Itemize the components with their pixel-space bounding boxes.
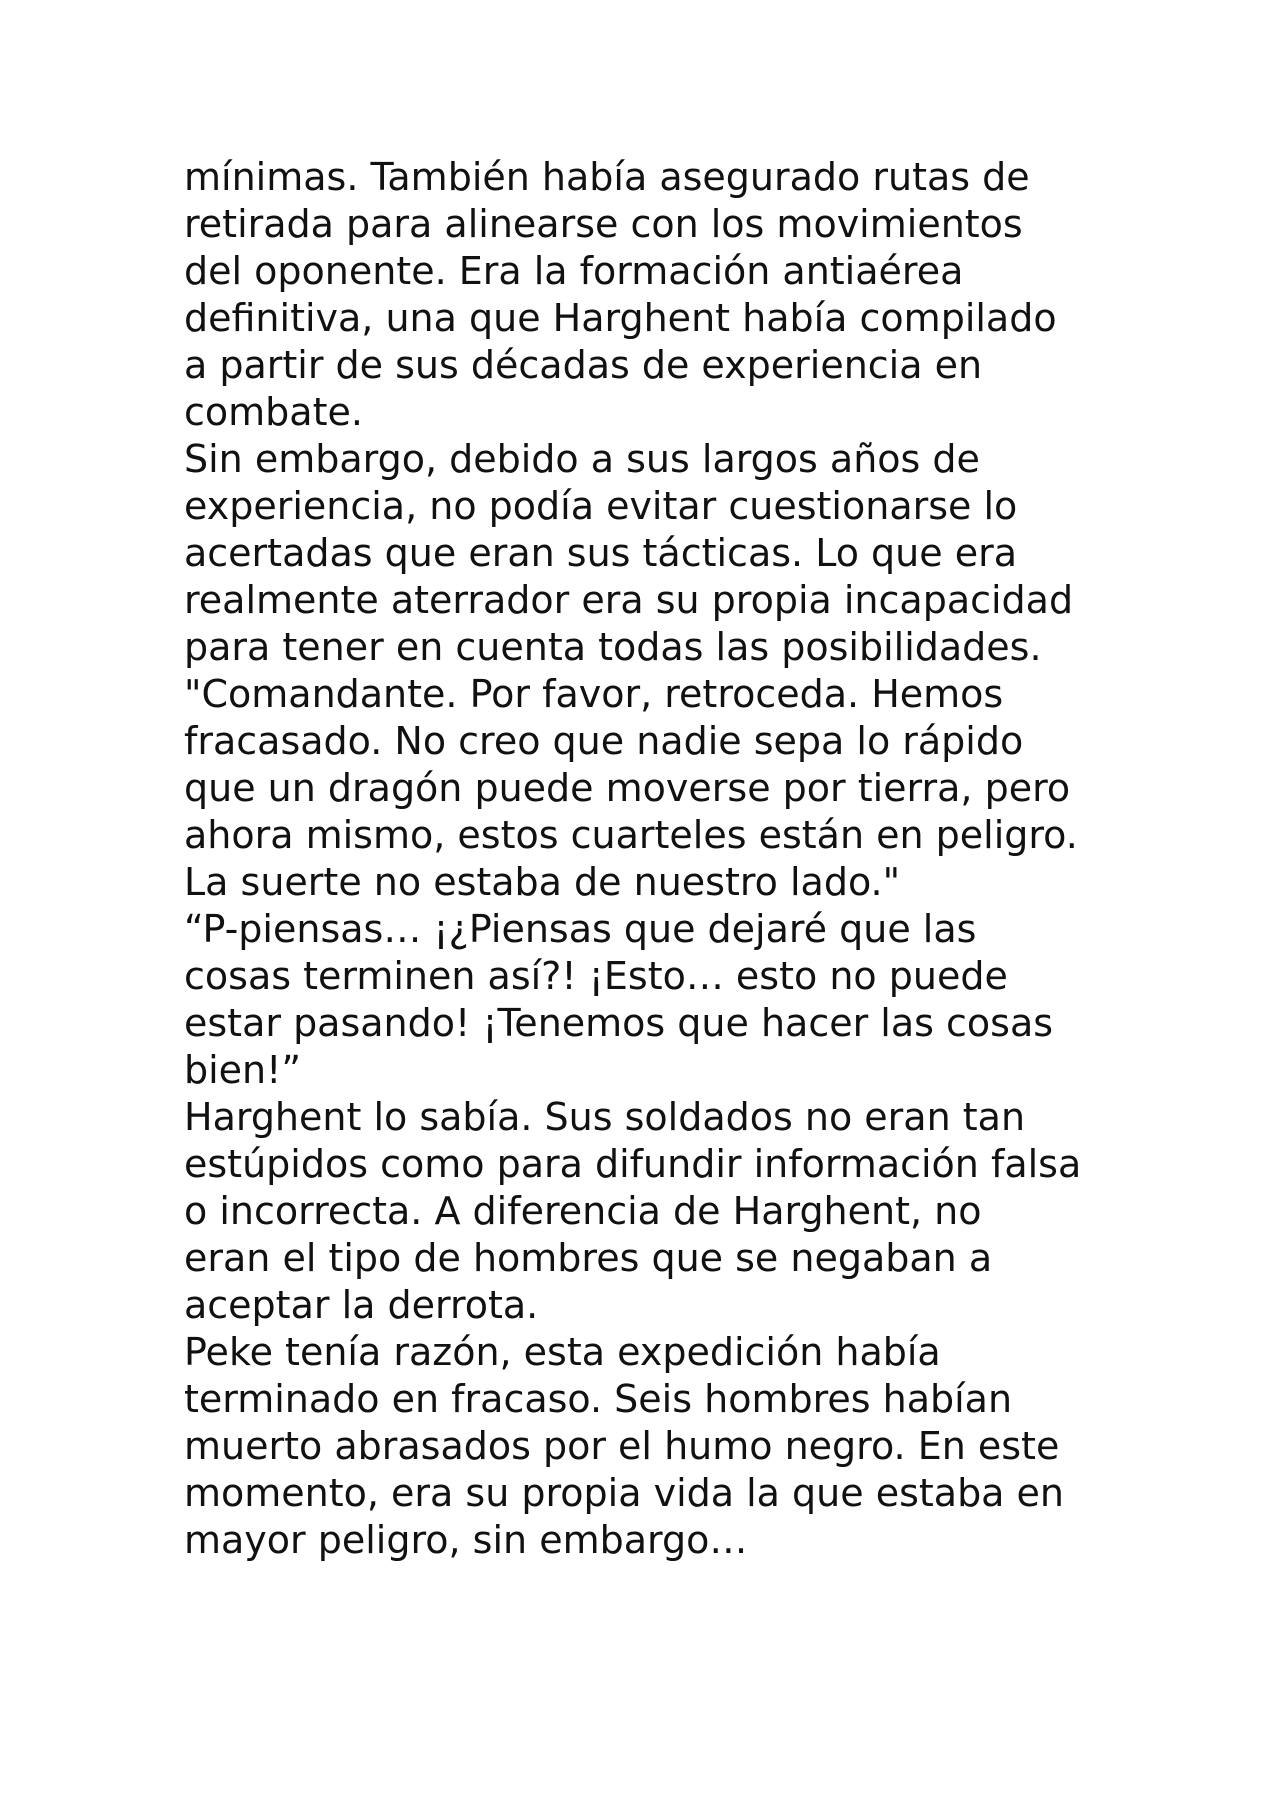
text-line: estúpidos como para difundir información falsa — [184, 1142, 1082, 1186]
text-line: estar pasando! ¡Tenemos que hacer las cosas — [184, 1001, 1054, 1045]
text-line: Sin embargo, debido a sus largos años de — [184, 437, 980, 481]
text-line: La suerte no estaba de nuestro lado." — [184, 860, 901, 904]
text-line: aceptar la derrota. — [184, 1283, 539, 1327]
text-line: a partir de sus décadas de experiencia en — [184, 343, 983, 387]
text-line: Peke tenía razón, esta expedición había — [184, 1330, 941, 1374]
text-line: muerto abrasados por el humo negro. En este — [184, 1424, 1060, 1468]
text-line: o incorrecta. A diferencia de Harghent, no — [184, 1189, 982, 1233]
text-line: del oponente. Era la formación antiaérea — [184, 249, 964, 293]
text-line: retirada para alinearse con los movimientos — [184, 202, 1023, 246]
text-line: fracasado. No creo que nadie sepa lo rápido — [184, 719, 1024, 763]
body-text — [184, 154, 1124, 1564]
text-line: momento, era su propia vida la que estaba en — [184, 1471, 1065, 1515]
text-line: mayor peligro, sin embargo… — [184, 1518, 748, 1562]
text-line: combate. — [184, 390, 363, 434]
text-line: "Comandante. Por favor, retroceda. Hemos — [184, 672, 1004, 716]
text-line: “P-piensas… ¡¿Piensas que dejaré que las — [184, 907, 977, 951]
text-line: bien!” — [184, 1048, 302, 1092]
text-line: que un dragón puede moverse por tierra, pero — [184, 766, 1071, 810]
text-line: ahora mismo, estos cuarteles están en peligro. — [184, 813, 1078, 857]
text-line: realmente aterrador era su propia incapacidad — [184, 578, 1074, 622]
text-line: eran el tipo de hombres que se negaban a — [184, 1236, 993, 1280]
text-line: mínimas. También había asegurado rutas de — [184, 155, 1030, 199]
text-line: terminado en fracaso. Seis hombres habían — [184, 1377, 1013, 1421]
text-line: experiencia, no podía evitar cuestionarse lo — [184, 484, 1018, 528]
text-line: cosas terminen así?! ¡Esto… esto no puede — [184, 954, 1008, 998]
text-line: Harghent lo sabía. Sus soldados no eran tan — [184, 1095, 1026, 1139]
text-line: definitiva, una que Harghent había compilado — [184, 296, 1057, 340]
text-line: para tener en cuenta todas las posibilidades. — [184, 625, 1042, 669]
text-line: acertadas que eran sus tácticas. Lo que era — [184, 531, 1017, 575]
